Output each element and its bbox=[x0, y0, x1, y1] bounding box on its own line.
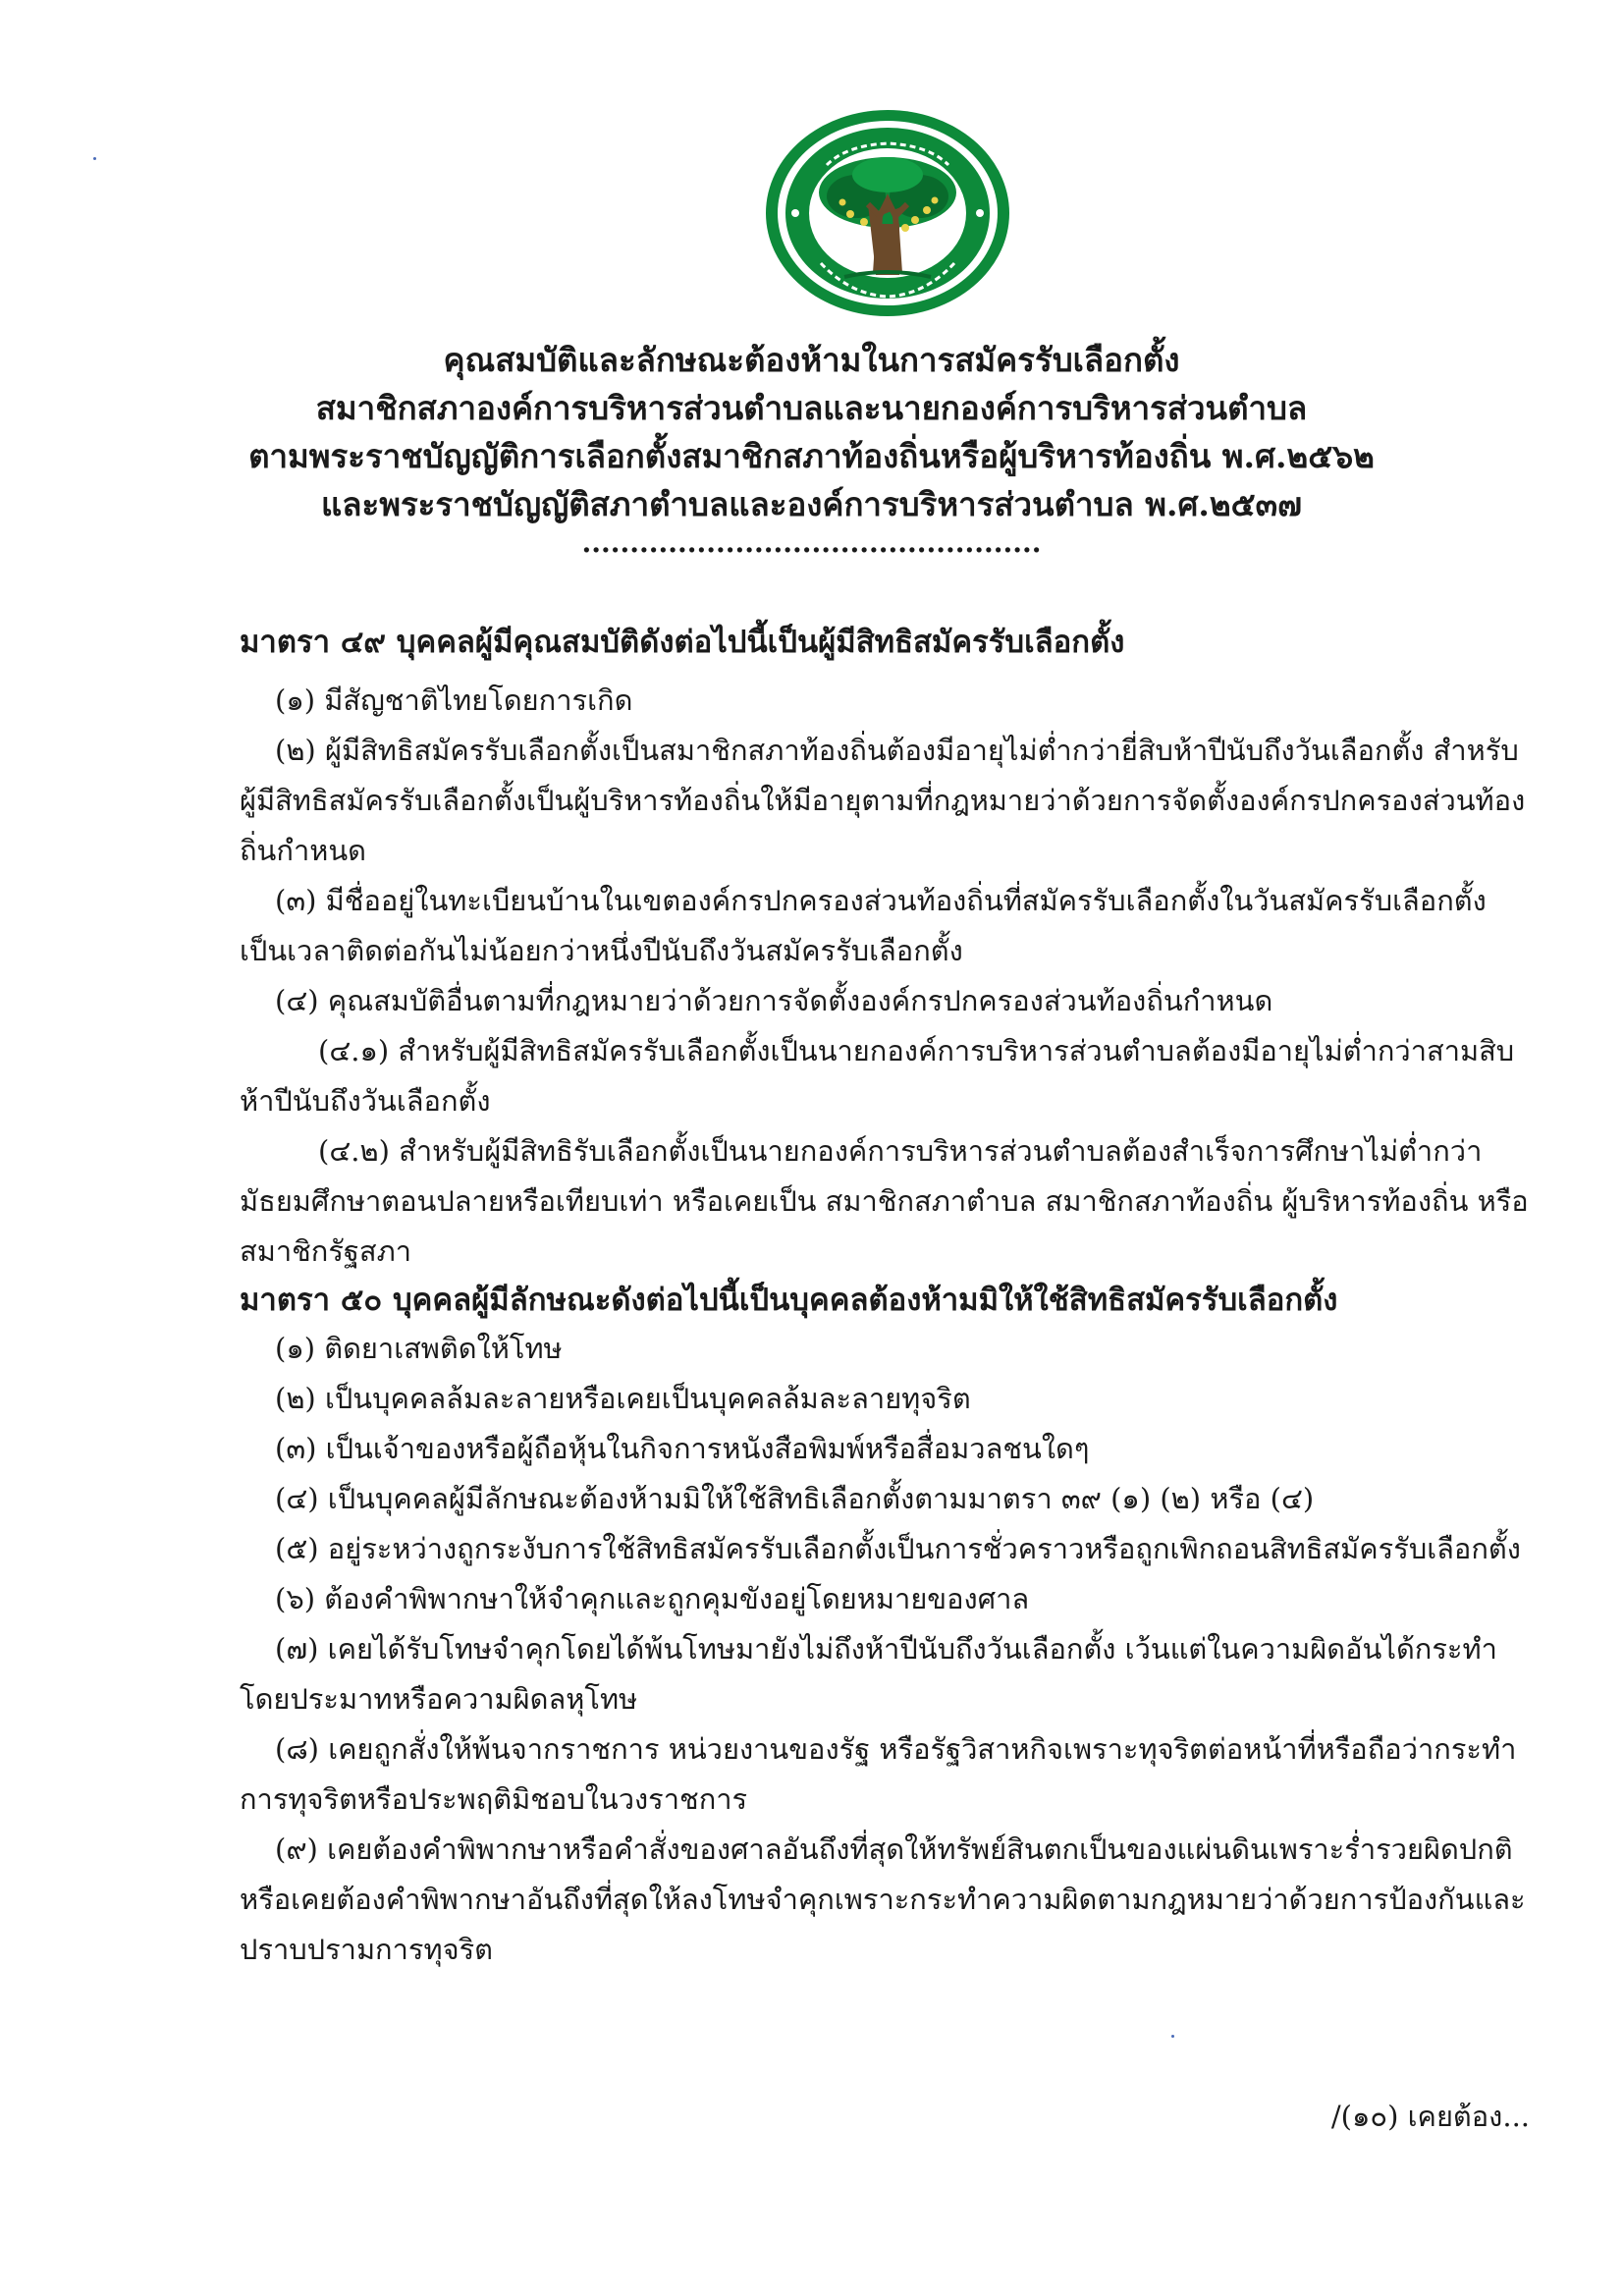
section-50-item-9: (๙) เคยต้องคำพิพากษาหรือคำสั่งของศาลอันถึงที่สุดให้ทรัพย์สินตกเป็นของแผ่นดินเพราะร่ำรวยผิดปกติหรือเคยต้องคำพิพากษาอันถึงที่สุดให้ลงโทษจำคุกเพราะกระทำความผิดตามกฎหมายว่าด้วยการป้องกันและปราบปรามการทุจริต bbox=[240, 1832, 1526, 1966]
title-line-4: และพระราชบัญญัติสภาตำบลและองค์การบริหารส่วนตำบล พ.ศ.๒๕๓๗ bbox=[320, 485, 1302, 523]
section-50-heading: มาตรา ๕๐ บุคคลผู้มีลักษณะดังต่อไปนี้เป็นบุคคลต้องห้ามมิให้ใช้สิทธิสมัครรับเลือกตั้ง bbox=[240, 1283, 1338, 1318]
section-49-item-1: (๑) มีสัญชาติไทยโดยการเกิด bbox=[275, 683, 633, 717]
section-50-item-5: (๕) อยู่ระหว่างถูกระงับการใช้สิทธิสมัครรับเลือกตั้งเป็นการชั่วคราวหรือถูกเพิกถอนสิทธิสมัครรับเลือกตั้ง bbox=[275, 1532, 1521, 1565]
title-separator: ................................................ bbox=[581, 526, 1042, 559]
section-49-subitem-4-1: (๔.๑) สำหรับผู้มีสิทธิสมัครรับเลือกตั้งเป็นนายกองค์การบริหารส่วนตำบลต้องมีอายุไม่ต่ำกว่าสามสิบห้าปีนับถึงวันเลือกตั้ง bbox=[240, 1034, 1515, 1118]
document-title bbox=[236, 336, 1387, 558]
section-50-item-1: (๑) ติดยาเสพติดให้โทษ bbox=[275, 1332, 563, 1365]
section-49-item-4: (๔) คุณสมบัติอื่นตามที่กฎหมายว่าด้วยการจัดตั้งองค์กรปกครองส่วนท้องถิ่นกำหนด bbox=[275, 984, 1273, 1017]
page-continuation: /(๑๐) เคยต้อง... bbox=[1330, 2100, 1530, 2133]
section-50-item-7: (๗) เคยได้รับโทษจำคุกโดยได้พ้นโทษมายังไม่ถึงห้าปีนับถึงวันเลือกตั้ง เว้นแต่ในความผิดอันได้กระทำโดยประมาทหรือความผิดลหุโทษ bbox=[240, 1632, 1497, 1716]
section-50-item-3: (๓) เป็นเจ้าของหรือผู้ถือหุ้นในกิจการหนังสือพิมพ์หรือสื่อมวลชนใดๆ bbox=[275, 1432, 1090, 1465]
section-50-item-4: (๔) เป็นบุคคลผู้มีลักษณะต้องห้ามมิให้ใช้สิทธิเลือกตั้งตามมาตรา ๓๙ (๑) (๒) หรือ (๔) bbox=[275, 1482, 1315, 1515]
section-50-item-8: (๘) เคยถูกสั่งให้พ้นจากราชการ หน่วยงานของรัฐ หรือรัฐวิสาหกิจเพราะทุจริตต่อหน้าที่หรือถือว่ากระทำการทุจริตหรือประพฤติมิชอบในวงราชการ bbox=[240, 1732, 1517, 1816]
title-line-3: ตามพระราชบัญญัติการเลือกตั้งสมาชิกสภาท้องถิ่นหรือผู้บริหารท้องถิ่น พ.ศ.๒๕๖๒ bbox=[248, 437, 1375, 475]
scan-speck bbox=[93, 157, 96, 160]
section-49-item-2: (๒) ผู้มีสิทธิสมัครรับเลือกตั้งเป็นสมาชิกสภาท้องถิ่นต้องมีอายุไม่ต่ำกว่ายี่สิบห้าปีนับถึงวันเลือกตั้ง สำหรับผู้มีสิทธิสมัครรับเลือกตั้งเป็นผู้บริหารท้องถิ่นให้มีอายุตามที่กฎหมายว่าด้วยการจัดตั้งองค์กรปกครองส่วนท้องถิ่นกำหนด bbox=[240, 734, 1526, 867]
section-49-item-3: (๓) มีชื่ออยู่ในทะเบียนบ้านในเขตองค์กรปกครองส่วนท้องถิ่นที่สมัครรับเลือกตั้งในวันสมัครรับเลือกตั้งเป็นเวลาติดต่อกันไม่น้อยกว่าหนึ่งปีนับถึงวันสมัครรับเลือกตั้ง bbox=[240, 884, 1487, 967]
scan-speck bbox=[1171, 2035, 1174, 2038]
tree-seal-icon bbox=[762, 106, 1013, 320]
document-body bbox=[240, 619, 1531, 1975]
title-line-2: สมาชิกสภาองค์การบริหารส่วนตำบลและนายกองค์การบริหารส่วนตำบล bbox=[315, 389, 1308, 427]
section-49-heading: มาตรา ๔๙ บุคคลผู้มีคุณสมบัติดังต่อไปนี้เป็นผู้มีสิทธิสมัครรับเลือกตั้ง bbox=[240, 625, 1125, 660]
section-50-item-2: (๒) เป็นบุคคลล้มละลายหรือเคยเป็นบุคคลล้มละลายทุจริต bbox=[275, 1382, 971, 1415]
section-50-item-6: (๖) ต้องคำพิพากษาให้จำคุกและถูกคุมขังอยู่โดยหมายของศาล bbox=[275, 1582, 1030, 1615]
title-line-1: คุณสมบัติและลักษณะต้องห้ามในการสมัครรับเลือกตั้ง bbox=[443, 341, 1180, 379]
section-49-subitem-4-2: (๔.๒) สำหรับผู้มีสิทธิรับเลือกตั้งเป็นนายกองค์การบริหารส่วนตำบลต้องสำเร็จการศึกษาไม่ต่ำกว่ามัธยมศึกษาตอนปลายหรือเทียบเท่า หรือเคยเป็น สมาชิกสภาตำบล สมาชิกสภาท้องถิ่น ผู้บริหารท้องถิ่น หรือสมาชิกรัฐสภา bbox=[240, 1134, 1529, 1268]
